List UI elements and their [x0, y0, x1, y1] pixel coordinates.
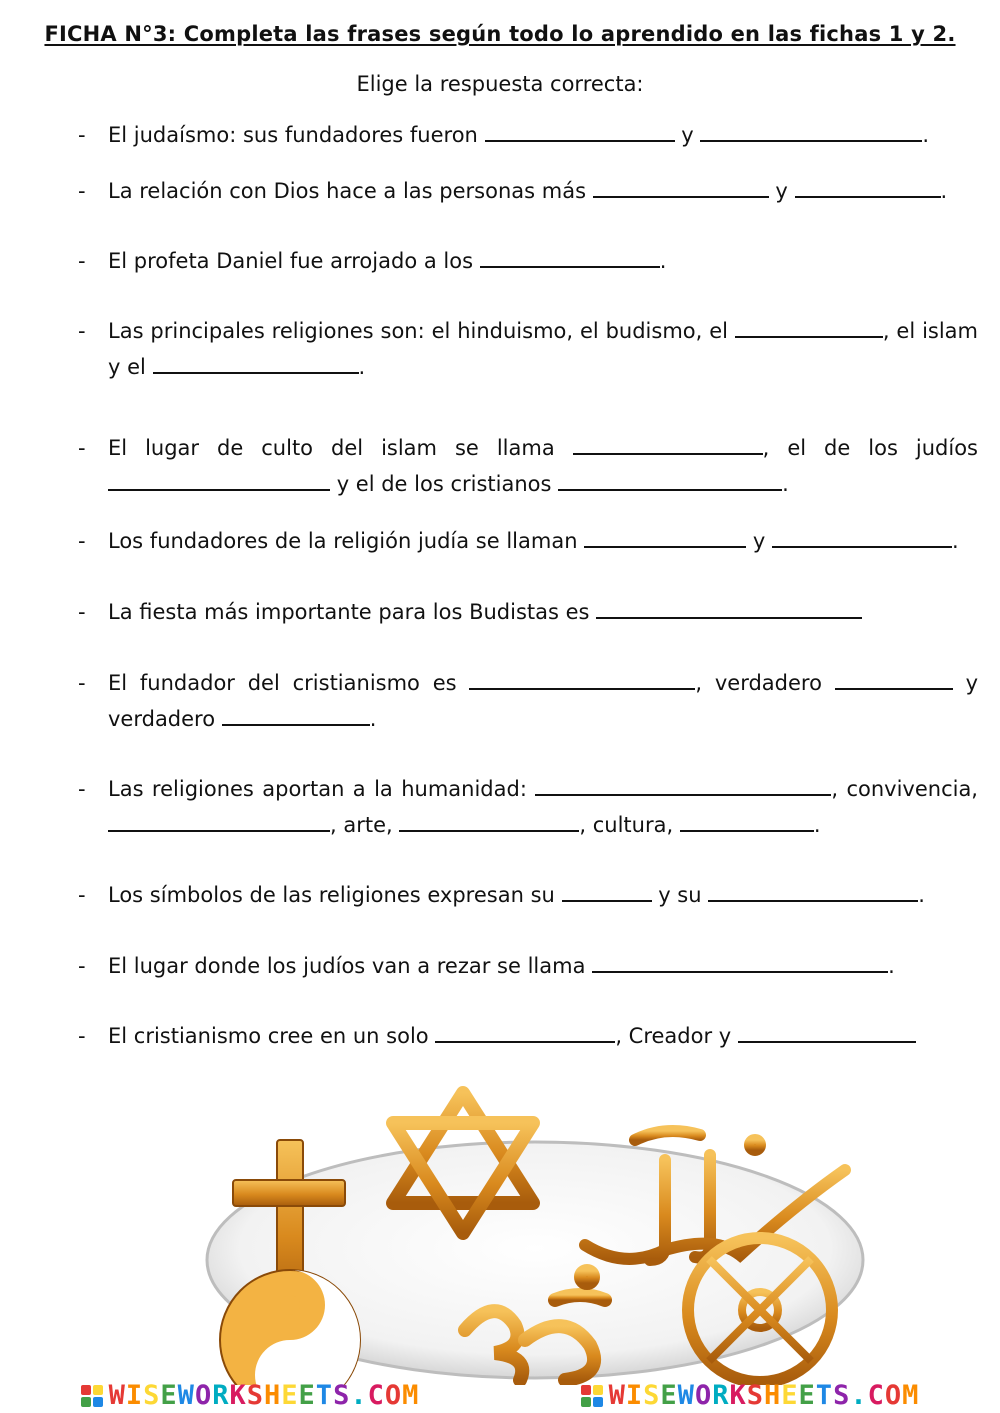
bullet-dash: - [78, 883, 86, 907]
answer-blank[interactable] [738, 1021, 916, 1043]
wiseworksheets-logo-icon [81, 1385, 103, 1407]
answer-blank[interactable] [772, 526, 952, 548]
watermark [81, 1380, 420, 1411]
answer-blank[interactable] [593, 176, 769, 198]
watermark-text: WISEWORKSHEETS.COM [108, 1380, 420, 1411]
answer-blank[interactable] [795, 176, 941, 198]
answer-blank[interactable] [108, 810, 330, 832]
question-4: - Las principales religiones son: el hinduismo, el budismo, el , el islam y el . [78, 313, 978, 385]
answer-blank[interactable] [399, 810, 579, 832]
bullet-dash: - [78, 600, 86, 624]
answer-blank[interactable] [584, 526, 746, 548]
watermark-text: WISEWORKSHEETS.COM [608, 1380, 920, 1411]
answer-blank[interactable] [700, 120, 922, 142]
answer-blank[interactable] [835, 668, 953, 690]
answer-blank[interactable] [708, 880, 918, 902]
question-2: - La relación con Dios hace a las personas más y . [78, 173, 978, 209]
answer-blank[interactable] [596, 597, 862, 619]
bullet-dash: - [78, 436, 86, 460]
answer-blank[interactable] [108, 469, 330, 491]
question-10: - Los símbolos de las religiones expresan su y su . [78, 877, 978, 913]
answer-blank[interactable] [573, 433, 763, 455]
bullet-dash: - [78, 319, 86, 343]
answer-blank[interactable] [153, 352, 359, 374]
answer-blank[interactable] [469, 668, 695, 690]
worksheet-instructions: Elige la respuesta correcta: [356, 72, 644, 96]
question-11: - El lugar donde los judíos van a rezar se llama . [78, 948, 978, 984]
answer-blank[interactable] [680, 810, 814, 832]
worksheet-title: FICHA N°3: Completa las frases según todo lo aprendido en las fichas 1 y 2. [44, 22, 956, 46]
answer-blank[interactable] [222, 704, 370, 726]
bullet-dash: - [78, 179, 86, 203]
religious-symbols-illustration [195, 1085, 875, 1385]
question-8: - El fundador del cristianismo es , verdadero y verdadero . [78, 665, 978, 737]
question-6: - Los fundadores de la religión judía se llaman y . [78, 523, 978, 559]
question-7: - La fiesta más importante para los Budistas es [78, 594, 978, 630]
question-1: - El judaísmo: sus fundadores fueron y . [78, 117, 978, 153]
answer-blank[interactable] [562, 880, 652, 902]
answer-blank[interactable] [535, 774, 831, 796]
answer-blank[interactable] [435, 1021, 615, 1043]
answer-blank[interactable] [558, 469, 782, 491]
bullet-dash: - [78, 529, 86, 553]
bullet-dash: - [78, 249, 86, 273]
answer-blank[interactable] [480, 246, 660, 268]
bullet-dash: - [78, 671, 86, 695]
watermark [581, 1380, 920, 1411]
bullet-dash: - [78, 1024, 86, 1048]
question-5: - El lugar de culto del islam se llama , el de los judíos y el de los cristianos . [78, 430, 978, 502]
bullet-dash: - [78, 123, 86, 147]
dharma-wheel-icon [688, 1238, 832, 1382]
bullet-dash: - [78, 777, 86, 801]
answer-blank[interactable] [485, 120, 675, 142]
question-9: - Las religiones aportan a la humanidad: , convivencia, , arte, , cultura, . [78, 771, 978, 843]
bullet-dash: - [78, 954, 86, 978]
footer-watermark-bar [0, 1378, 1000, 1413]
wiseworksheets-logo-icon [581, 1385, 603, 1407]
question-3: - El profeta Daniel fue arrojado a los . [78, 243, 978, 279]
answer-blank[interactable] [735, 316, 883, 338]
question-12: - El cristianismo cree en un solo , Creador y [78, 1018, 978, 1054]
answer-blank[interactable] [592, 951, 888, 973]
